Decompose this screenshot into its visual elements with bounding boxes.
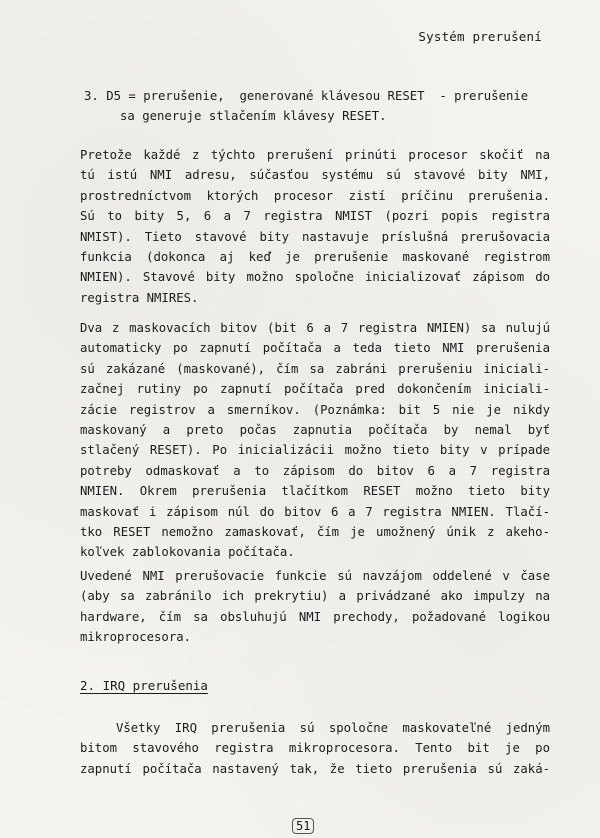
paragraph-masking-bits	[80, 318, 550, 563]
text-line: tú istú NMI adresu, súčasťou systému sú stavové bity NMI,	[80, 168, 550, 183]
page-number: 51	[292, 818, 314, 834]
text-line: potreby odmaskovať a to zápisom do bitov 6 a 7 registra	[80, 463, 550, 478]
text-line: Všetky IRQ prerušenia sú spoločne maskovateľné jedným	[116, 721, 550, 735]
text-line: automaticky po zapnutí počítača a teda tieto NMI prerušenia	[80, 341, 550, 356]
text-line: funkcia (dokonca aj keď je prerušenie maskované registrom	[80, 250, 550, 265]
text-line: hardware, čím sa obsluhujú NMI prechody, požadované logikou	[80, 609, 550, 624]
text-line: zácie registrov a smerníkov. (Poznámka: bit 5 nie je nikdy	[80, 402, 550, 417]
text-line: tko RESET nemožno zamaskovať, čím je umožnený únik z akeho-	[80, 525, 550, 540]
text-line: Uvedené NMI prerušovacie funkcie sú navzájom oddelené v čase	[80, 569, 550, 583]
section-heading: 2. IRQ prerušenia	[80, 678, 208, 693]
paragraph-irq-interrupts	[80, 718, 550, 779]
paragraph-nmi-functions	[80, 566, 550, 648]
text-line: NMIEN. Okrem prerušenia tlačítkom RESET možno tieto bity	[80, 484, 550, 499]
text-line: Pretože každé z týchto prerušení prinúti procesor skočiť na	[80, 148, 550, 162]
running-header: Systém prerušení	[418, 29, 542, 44]
text-line: NMIEN). Stavové bity možno spoločne inicializovať zápisom do	[80, 270, 550, 285]
text-line: začnej rutiny po zapnutí počítača pred dokončením iniciali-	[80, 382, 550, 397]
text-line: sú zakázané (maskované), čím sa zabráni prerušeniu iniciali-	[80, 361, 550, 376]
text-line: zapnutí počítača nastavený tak, že tieto prerušenia sú zaká-	[80, 761, 550, 776]
text-line: Sú to bity 5, 6 a 7 registra NMIST (pozri popis registra	[80, 209, 550, 224]
list-item-3	[84, 86, 554, 126]
text-line: mikroprocesora.	[80, 630, 192, 645]
list-item-3-line-1: 3. D5 = prerušenie, generované klávesou RESET - prerušenie	[84, 89, 529, 103]
text-line: Dva z maskovacích bitov (bit 6 a 7 registra NMIEN) sa nulujú	[80, 321, 550, 335]
text-line: NMIST). Tieto stavové bity nastavuje príslušná prerušovacia	[80, 229, 550, 244]
text-line: koľvek zablokovania počítača.	[80, 545, 295, 560]
list-item-3-line-2: sa generuje stlačením klávesy RESET.	[120, 109, 387, 123]
text-line: bitom stavového registra mikroprocesora. Tento bit je po	[80, 741, 550, 756]
text-line: prostredníctvom ktorých procesor zistí príčinu prerušenia.	[80, 188, 550, 203]
paragraph-nmi-status-bits	[80, 145, 550, 308]
text-line: (aby sa zabránilo ich prekrytiu) a privádzané ako impulzy na	[80, 589, 550, 604]
text-line: stlačený RESET). Po inicializácii možno tieto bity v prípade	[80, 443, 550, 458]
text-line: maskovať i zápisom núl do bitov 6 a 7 registra NMIEN. Tlačí-	[80, 504, 550, 519]
text-line: registra NMIRES.	[80, 290, 199, 305]
text-line: maskovaný a preto počas zapnutia počítača by nemal byť	[80, 423, 550, 438]
